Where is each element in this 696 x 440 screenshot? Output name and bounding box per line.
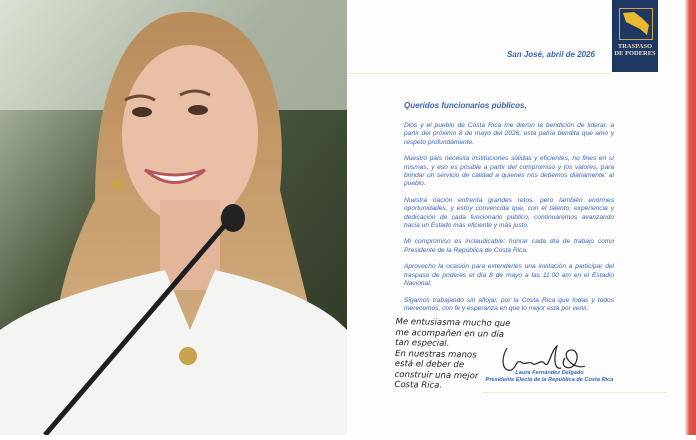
logo-text-2: DE PODERES [614, 50, 656, 57]
note-line: tan especial. [395, 337, 450, 349]
divider [347, 73, 612, 74]
note-line: construir una mejor [394, 369, 479, 381]
note-line: está el deber de [394, 358, 465, 371]
paragraph: Mi compromiso es inclaudicable: honrar cada día de trabajo como Presidente de la República de Costa Rica. [404, 238, 614, 254]
paragraph: Sigamos trabajando sin aflojar, por la Costa Rica que todas y todos merecemos, con fe y esperanza en que lo mejor está por venir. [404, 296, 614, 312]
paragraph: Aprovecho la ocasión para extenderles una invitación a participar del traspaso de poderes el día 8 de mayo a las 11:00 am en el Estadio Nacional. [404, 263, 614, 288]
signer-title: Presidente Electa de la República de Costa Rica [485, 377, 614, 383]
traspaso-de-poderes-logo [612, 0, 658, 72]
letter-date: San José, abril de 2026 [506, 50, 595, 59]
letter-body [404, 122, 614, 321]
paragraph: Nuestra nación enfrenta grandes retos, pero también enormes oportunidades, y estoy convencida que, con el talento, experiencia y dedicación de cada funcionario público, continuaremos avanzando hacia un Estado más eficiente y más justo. [404, 196, 614, 230]
costa-rica-map-icon [619, 8, 653, 40]
note-line: En nuestras manos [394, 348, 477, 360]
red-background-edge [685, 0, 696, 435]
letter-page [347, 0, 685, 435]
note-line: me acompañen en un día [395, 327, 505, 340]
note-line: Me entusiasma mucho que [395, 317, 511, 330]
signer-name: Laura Fernández Delgado [515, 370, 584, 376]
signer-block [482, 370, 617, 384]
note-line: Costa Rica. [394, 379, 443, 391]
divider [482, 392, 667, 393]
paragraph: Dios y el pueblo de Costa Rica me dieron la bendición de liderar, a partir del próximo 8 de mayo del 2026, esta patria bendita que amo y respeto profundamente. [404, 122, 614, 146]
letter-greeting: Queridos funcionarios públicos, [404, 101, 527, 110]
photo-woman-at-microphone [0, 0, 347, 435]
logo-text-1: TRASPASO [617, 43, 653, 50]
paragraph: Nuestro país necesita instituciones sólidas y eficientes, no fines en sí mismas, y eso es posible a partir del compromiso y los valores, para brindar un servicio de calidad a quienes nos debemos diariamente: al pueblo. [404, 155, 614, 188]
